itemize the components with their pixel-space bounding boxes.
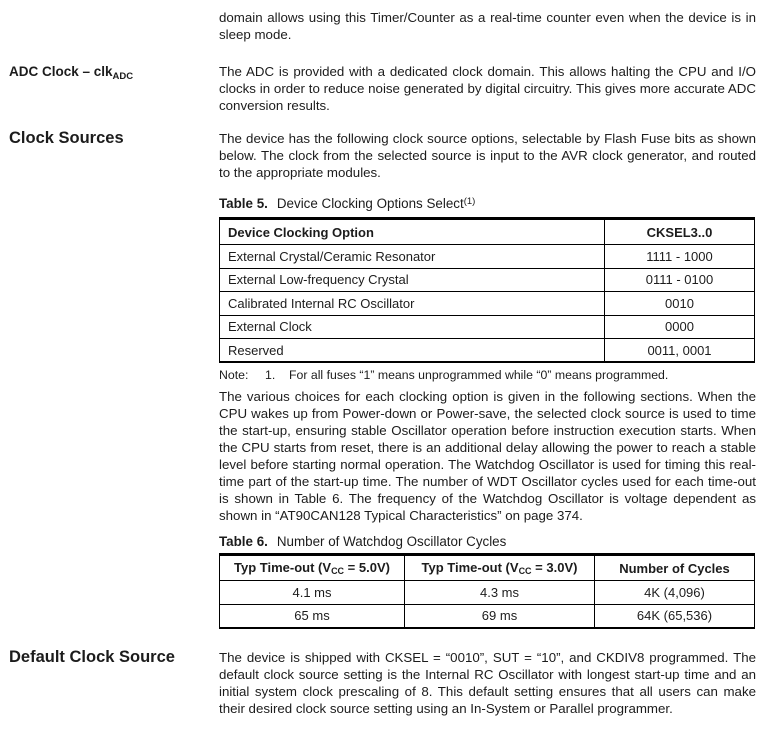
table-row	[220, 604, 755, 628]
note-label: Note:	[219, 368, 249, 382]
vcc-subscript: CC	[331, 565, 345, 576]
clock-sources-section	[0, 130, 769, 629]
table5-cell-option: Reserved	[220, 339, 605, 363]
table5-header-row	[220, 219, 755, 245]
table5-caption-text: Device Clocking Options Select	[276, 196, 464, 211]
table-watchdog-oscillator-cycles	[219, 553, 755, 629]
header-text: Typ Time-out (V	[421, 559, 519, 575]
adc-clock-paragraph: The ADC is provided with a dedicated clock domain. This allows halting the CPU and I/O clocks in order to reduce noise generated by digital circuitry. This gives more accurate ADC conversion results.	[219, 64, 756, 113]
table5-caption-label: Table 5.	[219, 196, 268, 211]
clock-sources-paragraph-2: The various choices for each clocking option is given in the following sections. When the CPU wakes up from Power-down or Power-save, the selected clock source is used to time the start-up, ensuring stable Oscillator operation before instruction execution starts. When the CPU starts from reset, there is an additional delay allowing the power to reach a stable level before starting normal operation. The Watchdog Oscillator is used for timing this real-time part of the start-up time. The number of WDT Oscillator cycles used for each time-out is shown in Table 6. The frequency of the Watchdog Oscillator is voltage dependent as shown in “AT90CAN128 Typical Characteristics” on page 374.	[219, 389, 756, 523]
header-text: = 3.0V)	[531, 559, 578, 575]
table-row	[220, 581, 755, 605]
adc-clock-heading	[9, 63, 219, 82]
table6-header-row	[220, 555, 755, 581]
table-row	[220, 268, 755, 292]
table6-caption-text: Number of Watchdog Oscillator Cycles	[276, 534, 507, 549]
table6-header-timeout-3v	[405, 555, 595, 581]
table5-cell-option: Calibrated Internal RC Oscillator	[220, 292, 605, 316]
intro-section	[0, 9, 769, 43]
table-row	[220, 315, 755, 339]
table6-cell-cycles: 4K (4,096)	[595, 581, 755, 605]
clock-sources-paragraph: The device has the following clock source options, selectable by Flash Fuse bits as shown below. The clock from the selected source is input to the AVR clock generator, and routed to the appropriate modules.	[219, 131, 756, 180]
adc-clock-heading-subscript: ADC	[112, 71, 134, 82]
table-row	[220, 339, 755, 363]
table5-header-option: Device Clocking Option	[220, 219, 605, 245]
adc-clock-section	[0, 63, 769, 114]
table6-cell-timeout-5v: 4.1 ms	[220, 581, 405, 605]
table-device-clocking-options	[219, 217, 755, 363]
table-row	[220, 245, 755, 269]
table5-caption	[219, 195, 756, 215]
default-clock-source-paragraph: The device is shipped with CKSEL = “0010”, SUT = “10”, and CKDIV8 programmed. The default clock source setting is the Internal RC Oscillator with longest start-up time and an initial system clock prescaling of 8. This default setting ensures that all users can make their desired clock source setting using an In-System or Parallel programmer.	[219, 649, 756, 716]
note-number: 1.	[265, 368, 276, 382]
table5-cell-cksel: 0000	[605, 315, 755, 339]
table5-note	[219, 368, 756, 383]
table6-cell-timeout-3v: 69 ms	[405, 604, 595, 628]
table6-cell-timeout-5v: 65 ms	[220, 604, 405, 628]
table5-cell-option: External Crystal/Ceramic Resonator	[220, 245, 605, 269]
table5-cell-cksel: 0011, 0001	[605, 339, 755, 363]
intro-paragraph: domain allows using this Timer/Counter as a real-time counter even when the device is in sleep mode.	[219, 10, 756, 42]
header-text: Number of Cycles	[619, 560, 730, 576]
default-clock-source-heading: Default Clock Source	[9, 647, 175, 666]
table6-caption	[219, 533, 756, 551]
table5-cell-cksel: 1111 - 1000	[605, 245, 755, 269]
table6-cell-cycles: 64K (65,536)	[595, 604, 755, 628]
header-text: = 5.0V)	[344, 559, 390, 575]
header-text: Typ Time-out (V	[234, 559, 332, 575]
clock-sources-heading: Clock Sources	[9, 129, 124, 147]
table5-header-cksel: CKSEL3..0	[605, 219, 755, 245]
note-text: For all fuses “1” means unprogrammed while “0” means programmed.	[289, 368, 669, 382]
table5-cell-cksel: 0010	[605, 292, 755, 316]
table5-cell-option: External Low-frequency Crystal	[220, 268, 605, 292]
table6-cell-timeout-3v: 4.3 ms	[405, 581, 595, 605]
table5-caption-footnote-marker: (1)	[463, 196, 476, 207]
adc-clock-heading-text: ADC Clock – clk	[9, 64, 113, 79]
table5-cell-cksel: 0111 - 0100	[605, 268, 755, 292]
table5-cell-option: External Clock	[220, 315, 605, 339]
table6-caption-label: Table 6.	[219, 534, 268, 549]
table-row	[220, 292, 755, 316]
default-clock-source-section	[0, 649, 769, 717]
table6-header-cycles	[595, 555, 755, 581]
table6-header-timeout-5v	[220, 555, 405, 581]
vcc-subscript: CC	[518, 565, 532, 576]
